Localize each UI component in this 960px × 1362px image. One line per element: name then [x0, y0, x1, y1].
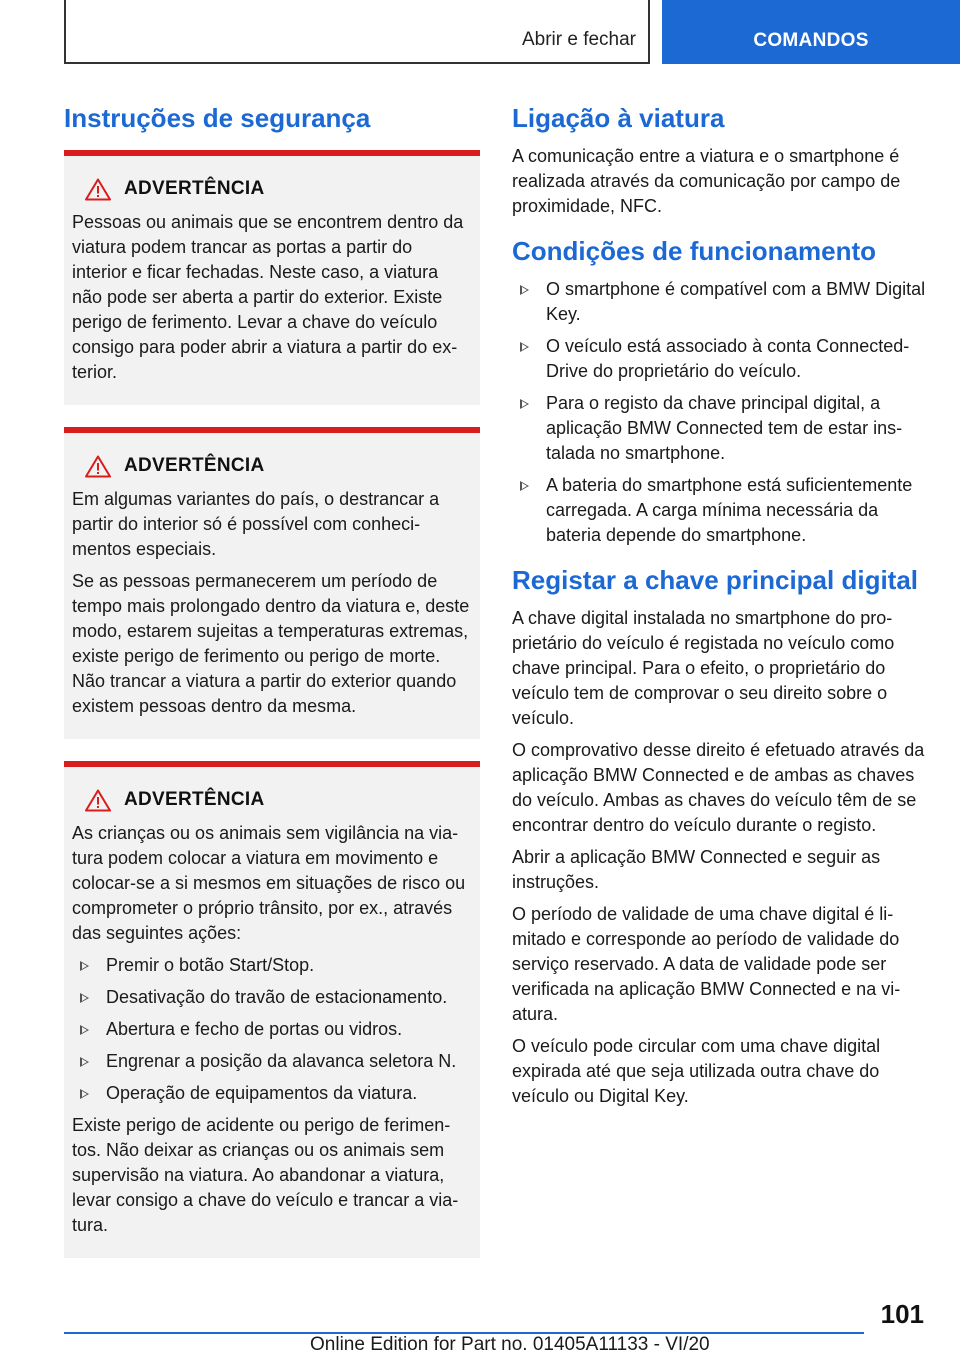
- header-section-label: Abrir e fechar: [521, 29, 636, 50]
- warning-action-list: [72, 953, 472, 1106]
- left-column: [64, 100, 480, 1258]
- warning-box-1: [64, 150, 480, 405]
- triangle-bullet-icon: [80, 993, 89, 1003]
- list-item-text: O smartphone é compatível com a BMW Digital Key.: [546, 279, 926, 324]
- right-column: [512, 100, 926, 1116]
- register-digital-key-heading: Registar a chave principal digital: [512, 565, 919, 595]
- list-item: [72, 985, 472, 1010]
- body-paragraph: A comunicação entre a viatura e o smartphone é realizada através da comunicação por campo de proximidade, NFC.: [512, 146, 901, 216]
- list-item-text: Engrenar a posição da alavanca seletora N.: [106, 1051, 457, 1071]
- warning-header: [72, 785, 472, 815]
- list-item: [72, 953, 472, 978]
- body-paragraph: O comprovativo desse direito é efetuado através da aplicação BMW Connected e de ambas as chaves do veículo. Ambas as chaves do veículo têm de se encontrar dentro do veículo durante o registo.: [512, 740, 925, 835]
- operating-conditions-heading: Condições de funcionamento: [512, 236, 877, 266]
- warning-triangle-icon: [72, 178, 124, 201]
- triangle-bullet-icon: [520, 285, 529, 295]
- warning-triangle-icon: [72, 455, 124, 478]
- triangle-bullet-icon: [520, 399, 529, 409]
- triangle-bullet-icon: [80, 1057, 89, 1067]
- warning-box-3: [64, 761, 480, 1258]
- list-item-text: Premir o botão Start/Stop.: [106, 955, 315, 975]
- warning-text: Pessoas ou animais que se encontrem dentro da viatura podem trancar as portas a partir do interior e ficar fechadas. Neste caso, a viatura não pode ser aberta a partir do exterior. Existe perigo de ferimento. Levar a chave do veículo consigo para poder abrir a viatura a partir do exterior.: [72, 212, 464, 382]
- conditions-list: [512, 277, 926, 548]
- warning-text: As crianças ou os animais sem vigilância na viatura podem colocar a viatura em movimento e colocar-se a si mesmos em situações de risco ou comprometer o próprio trânsito, por ex., através das seguintes ações:: [72, 823, 466, 943]
- list-item-text: Desativação do travão de estacionamento.: [106, 987, 448, 1007]
- triangle-bullet-icon: [80, 961, 89, 971]
- body-paragraph: Abrir a aplicação BMW Connected e seguir as instruções.: [512, 847, 881, 892]
- list-item-text: Abertura e fecho de portas ou vidros.: [106, 1019, 403, 1039]
- warning-header: [72, 451, 472, 481]
- triangle-bullet-icon: [520, 481, 529, 491]
- list-item-text: Para o registo da chave principal digital, a aplicação BMW Connected tem de estar instalada no smartphone.: [546, 393, 903, 463]
- body-paragraph: O período de validade de uma chave digital é limitado e corresponde ao período de validade do serviço reservado. A data de validade pode ser verificada na aplicação BMW Connected e na viatura.: [512, 904, 901, 1024]
- warning-title: ADVERTÊNCIA: [124, 455, 265, 476]
- warning-box-2: [64, 427, 480, 739]
- list-item: [72, 1081, 472, 1106]
- warning-text: Em algumas variantes do país, o destrancar a partir do interior só é possível com conhecimentos especiais.: [72, 489, 440, 559]
- footer-edition-text: Online Edition for Part no. 01405A11133 - VI/20: [310, 1334, 710, 1355]
- warning-title: ADVERTÊNCIA: [124, 178, 265, 199]
- body-paragraph: A chave digital instalada no smartphone do proprietário do veículo é registada no veículo como chave principal. Para o efeito, o proprietário do veículo tem de comprovar o seu direito sobre o veículo.: [512, 608, 895, 728]
- list-item: [512, 473, 926, 548]
- triangle-bullet-icon: [520, 342, 529, 352]
- warning-text: Existe perigo de acidente ou perigo de ferimentos. Não deixar as crianças ou os animais sem supervisão na viatura. Ao abandonar a viatura, levar consigo a chave do veículo e trancar a viatura.: [72, 1115, 459, 1235]
- header-chapter-label: COMANDOS: [753, 30, 869, 51]
- body-paragraph: O veículo pode circular com uma chave digital expirada até que seja utilizada outra chave do veículo ou Digital Key.: [512, 1036, 881, 1106]
- list-item: [512, 391, 926, 466]
- triangle-bullet-icon: [80, 1089, 89, 1099]
- warning-header: [72, 174, 472, 204]
- list-item-text: O veículo está associado à conta ConnectedDrive do proprietário do veículo.: [546, 336, 910, 381]
- header-section-box: [64, 0, 650, 64]
- triangle-bullet-icon: [80, 1025, 89, 1035]
- list-item-text: A bateria do smartphone está suficientemente carregada. A carga mínima necessária da bateria depende do smartphone.: [546, 475, 913, 545]
- list-item: [512, 277, 926, 327]
- warning-triangle-icon: [72, 789, 124, 812]
- warning-text: Se as pessoas permanecerem um período de tempo mais prolongado dentro da viatura e, deste modo, estarem sujeitas a temperaturas extremas, existe perigo de ferimento ou perigo de morte. Não trancar a viatura a partir do exterior quando existem pessoas dentro da mesma.: [72, 571, 470, 716]
- list-item: [72, 1049, 472, 1074]
- header-chapter-tab: [662, 0, 960, 64]
- list-item: [512, 334, 926, 384]
- list-item-text: Operação de equipamentos da viatura.: [106, 1083, 418, 1103]
- vehicle-connection-heading: Ligação à viatura: [512, 103, 725, 133]
- page-number: 101: [880, 1299, 924, 1329]
- warning-title: ADVERTÊNCIA: [124, 789, 265, 810]
- safety-instructions-heading: Instruções de segurança: [64, 103, 371, 133]
- list-item: [72, 1017, 472, 1042]
